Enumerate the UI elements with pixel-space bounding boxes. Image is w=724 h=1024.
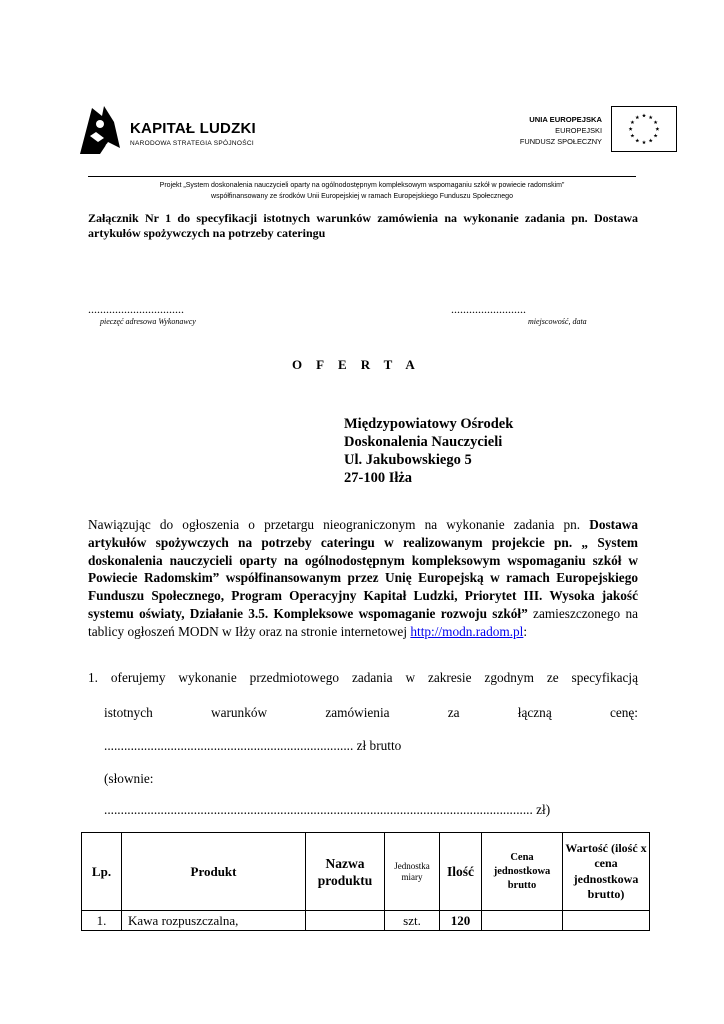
address-line-1: Międzypowiatowy Ośrodek [344,416,514,432]
intro-text-1: Nawiązując do ogłoszenia o przetargu nieograniczonym na wykonanie zadania pn. [88,517,590,532]
col-cena: Cena jednostkowa brutto [482,833,563,911]
eu-star-icon [649,138,653,142]
eu-line-1: UNIA EUROPEJSKA [529,115,602,124]
offer-word-6: cenę: [609,705,638,720]
col-jednostka: Jednostka miary [385,833,440,911]
offer-title: OFERTA [292,357,429,372]
table-row [82,911,650,931]
eu-line-2: EUROPEJSKI [555,126,602,135]
offer-word-5: łączną [517,705,552,720]
address-line-4: 27-100 Iłża [344,470,413,486]
address-line-2: Doskonalenia Nauczycieli [344,434,503,450]
cell-wartosc [563,911,650,931]
project-line-2: współfinansowany ze środków Unii Europejskiej w ramach Europejskiego Funduszu Społecznego [211,193,513,200]
eu-star-icon [642,114,646,118]
annex-heading: Załącznik Nr 1 do specyfikacji istotnych warunków zamówienia na wykonanie zadania pn. Dostawa artykułów spożywczych na potrzeby cateringu [88,211,638,240]
eu-star-icon [649,115,653,119]
col-lp: Lp. [82,833,122,911]
eu-star-icon [654,120,658,124]
cell-produkt: Kawa rozpuszczalna, [122,911,306,931]
cell-ilosc: 120 [440,911,482,931]
col-produkt: Produkt [122,833,306,911]
col-nazwa: Nazwa produktu [306,833,385,911]
offer-word-4: za [447,705,460,720]
offer-word-3: zamówienia [325,705,390,720]
eu-star-icon [654,134,658,138]
cell-nazwa [306,911,385,931]
offer-word-2: warunków [210,705,268,720]
intro-text-3: : [523,623,528,639]
col-wartosc: Wartość (ilość x cena jednostkowa brutto) [563,833,650,911]
place-date-dots: ......................... [451,302,526,316]
offer-word-1: istotnych [104,705,153,720]
words-line: ................................................................................................................................. zł) [104,802,551,817]
address-line-3: Ul. Jakubowskiego 5 [344,452,472,468]
offer-item-1-cont [104,705,638,721]
place-date-caption: miejscowość, data [528,317,587,326]
intro-paragraph [88,516,638,641]
intro-text-2: zamieszczonego na tablicy ogłoszeń MODN w Iłży oraz na stronie internetowej [88,605,638,639]
kl-title: KAPITAŁ LUDZKI [130,120,256,137]
header-divider [88,176,636,177]
stamp-dots: ................................ [88,302,184,316]
eu-flag-icon [611,106,677,152]
eu-star-icon [630,120,634,124]
words-label: (słownie: [104,771,154,786]
cell-jednostka: szt. [385,911,440,931]
eu-star-icon [635,138,639,142]
offer-item-1: 1. oferujemy wykonanie przedmiotowego zadania w zakresie zgodnym ze specyfikacją [88,670,638,685]
col-ilosc: Ilość [440,833,482,911]
price-line: ........................................................................... zł brutto [104,738,402,753]
eu-star-icon [655,127,659,131]
eu-fund-text [520,114,602,147]
table-header-row [82,833,650,911]
eu-star-icon [635,115,639,119]
kl-subtitle: NARODOWA STRATEGIA SPÓJNOŚCI [130,140,254,147]
eu-star-icon [630,134,634,138]
project-note [88,180,636,202]
eu-line-3: FUNDUSZ SPOŁECZNY [519,137,602,146]
eu-star-icon [642,140,646,144]
intro-bold-text: Dostawa artykułów spożywczych na potrzeby cateringu w realizowanym projekcie pn. „ System doskonalenia nauczycieli oparty na ogólnodostępnym kompleksowym wspomaganiu szkół w Powiecie Radomskim” współfinansowanym przez Unię Europejską w ramach Europejskiego Funduszu Społecznego, Program Operacyjny Kapitał Ludzki, Priorytet III. Wysoka jakość systemu oświaty, Działanie 3.5. Kompleksowe wspomaganie rozwoju szkół” [88,517,638,621]
cell-cena [482,911,563,931]
products-table [81,832,650,931]
project-line-1: Projekt „System doskonalenia nauczycieli oparty na ogólnodostępnym kompleksowym wspomaganiu szkół w powiecie radomskim” [159,182,565,189]
cell-lp: 1. [82,911,122,931]
recipient-address [344,415,513,487]
stamp-caption: pieczęć adresowa Wykonawcy [100,317,196,326]
modn-link[interactable]: http://modn.radom.pl [410,623,524,639]
eu-star-icon [629,127,633,131]
